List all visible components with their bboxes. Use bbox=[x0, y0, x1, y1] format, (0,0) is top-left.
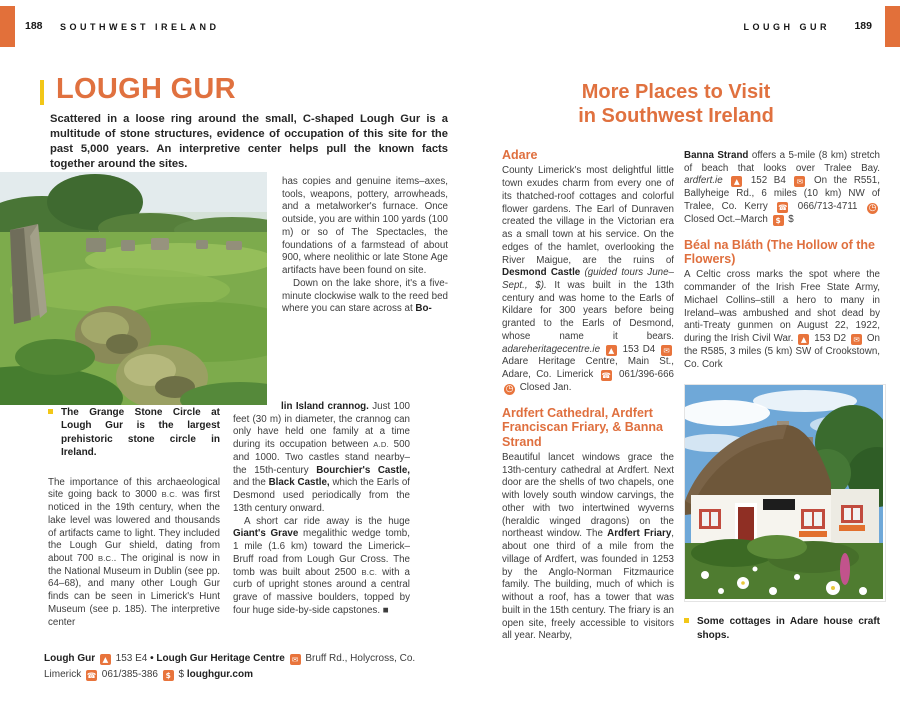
map-icon: ▲ bbox=[606, 345, 617, 356]
paragraph: The importance of this archaeological site going back to 3000 B.C. was first noticed in the 19th century, when the lake level was lowered and thousands of artifacts came to light. They included the Lough Gur shield, dating from about 700 B.C.. The original is now in the National Museum in Dublin (see pp. 64–68), and many other Lough Gur finds can be seen in Limerick's Hunt Museum (see p. 185). The interpretive center bbox=[48, 476, 220, 628]
left-column-below-photo bbox=[48, 406, 220, 629]
article-title: LOUGH GUR bbox=[56, 73, 236, 105]
right-page-column-left bbox=[502, 148, 674, 643]
more-places-heading bbox=[496, 80, 856, 128]
section-heading-ardfert: Ardfert Cathedral, Ardfert Franciscan Friary, & Banna Strand bbox=[502, 405, 663, 449]
caption-text: Some cottages in Adare house craft shops. bbox=[697, 616, 880, 641]
article-column-beside-photo bbox=[282, 176, 448, 316]
paragraph: A short car ride away is the huge Giant's Grave megalithic wedge tomb, 1 mile (1.6 km) toward the Limerick–Bruff road from Lough Gur Cross. The tomb was built about 2500 B.C. with a curb of upright stones around a central grave of massive boulders, topped by four huge side-by-side capstones. ■ bbox=[233, 515, 410, 616]
heading-line-1: More Places to Visit bbox=[581, 81, 771, 103]
section-heading-beal: Béal na Bláth (The Hollow of the Flowers) bbox=[684, 237, 875, 267]
page-number-left: 188 bbox=[25, 20, 43, 32]
map-icon: ▲ bbox=[731, 176, 742, 187]
section-heading-adare: Adare bbox=[502, 148, 538, 162]
phone-icon: ☎ bbox=[86, 670, 97, 680]
phone-icon: ☎ bbox=[778, 202, 788, 212]
adare-cottage-photo bbox=[684, 384, 886, 602]
adare-cottage-illustration bbox=[685, 385, 883, 599]
phone-icon: ☎ bbox=[601, 371, 611, 381]
heading-line-2: in Southwest Ireland bbox=[578, 105, 774, 127]
paragraph: Down on the lake shore, it's a five-minute clockwise walk to the reed bed where you can stare across at Bo- bbox=[282, 277, 448, 315]
grange-stone-circle-illustration bbox=[0, 172, 267, 405]
right-column-below-photo bbox=[233, 401, 410, 617]
grange-stone-circle-photo bbox=[0, 172, 267, 405]
paragraph: has copies and genuine items–axes, tools, weapons, pottery, arrowheads, and a metalworker's furnace. Once outside, you are within 100 yards (100 m) or so of The Spectacles, the foundations of a farmstead of about 900, where neolithic or late Stone Age artifacts have been found on site. bbox=[282, 176, 448, 277]
caption-bullet-icon bbox=[48, 409, 53, 414]
clock-icon: ◷ bbox=[868, 202, 877, 213]
header-accent-block-right bbox=[885, 6, 900, 47]
paragraph: County Limerick's most delightful little town exudes charm from every one of its thatched-roof cottages and colorful flower gardens. The Earl of Dunraven created the village in the Victorian era as a small town at his service. On the edges of the hamlet, overlooking the River Maigue, are the ruins of Desmond Castle (guided tours June–Sept., $). It was built in the 13th century and was home to the Earls of Kildare for 300 years before being granted to the Earls of Desmond, whose name it bears. adareheritagecentre.ie ▲ 153 D4 ✉ Adare Heritage Centre, Main St., Adare, Co. Limerick ☎ 061/396-666 ◷ Closed Jan. bbox=[502, 165, 674, 394]
running-head-left: SOUTHWEST IRELAND bbox=[60, 21, 220, 32]
paragraph: Beautiful lancet windows grace the 13th-century cathedral at Ardfert. Next door are the shells of two chapels, one with lovely south window carvings, the other with two intertwined wyverns (heraldic winged dragons) on the northeast window. The Ardfert Friary, about one third of a mile from the village of Ardfert, was founded in 1253 by the Anglo-Norman Fitzmaurice family. The building, much of which is without a roof, has a tower that was built in the 15th century. The friary is an open site, freely accessible to visitors all year. Nearby, bbox=[502, 451, 675, 642]
photo-caption bbox=[48, 406, 220, 460]
caption-bullet-icon bbox=[684, 618, 689, 623]
paragraph: A Celtic cross marks the spot where the commander of the Irish Free State Army, Michael Collins–still a hero to many in Ireland–was ambushed and shot dead by anti-Treaty gunmen on August 22, 1922, during the Irish Civil War. ▲ 153 D2 ✉ On the R585, 3 miles (5 km) SW of Crookstown, Co. Cork bbox=[684, 269, 880, 370]
dollar-icon: $ bbox=[773, 215, 784, 226]
mail-icon: ✉ bbox=[661, 345, 672, 356]
paragraph: Banna Strand offers a 5-mile (8 km) stretch of beach that looks over Tralee Bay. ardfert.ie ▲ 152 B4 ✉ On the R551, Ballyheige Rd., 6 miles (10 km) NW of Tralee, Co. Kerry ☎ 066/713-4711 ◷ Closed Oct.–March $ $ bbox=[684, 150, 880, 225]
map-icon: ▲ bbox=[798, 334, 809, 345]
paragraph: lin Island crannog. Just 100 feet (30 m) in diameter, the crannog can only have held one family at a time during its occupation between A.D. 500 and 1000. Two castles stand nearby– the 15th-century Bourchier's Castle, and the Black Castle, which the Earls of Desmond used periodically from the 13th century onward. bbox=[233, 401, 410, 514]
caption-text: The Grange Stone Circle at Lough Gur is the largest prehistoric stone circle in Ireland. bbox=[61, 407, 220, 459]
mail-icon: ✉ bbox=[794, 176, 805, 187]
mail-icon: ✉ bbox=[290, 654, 301, 665]
map-icon: ▲ bbox=[100, 654, 111, 665]
cottage-photo-caption bbox=[684, 615, 880, 642]
title-accent-bar bbox=[40, 80, 44, 105]
mail-icon: ✉ bbox=[851, 334, 862, 345]
visitor-info-block: Lough Gur ▲ 153 E4 • Lough Gur Heritage Centre ✉ Bruff Rd., Holycross, Co. Limerick ☎ 061/385-386 $ $ loughgur.com bbox=[44, 653, 416, 680]
page-number-right: 189 bbox=[854, 20, 872, 32]
dollar-icon: $ bbox=[163, 670, 174, 681]
running-head-right: LOUGH GUR bbox=[743, 21, 830, 32]
right-page-column-right bbox=[684, 150, 880, 642]
header-accent-block-left bbox=[0, 6, 15, 47]
intro-paragraph: Scattered in a loose ring around the small, C-shaped Lough Gur is a multitude of stone structures, evidence of occupation of this site for the past 5,000 years. An interpretive center helps pull the known facts together around the sites. bbox=[50, 113, 448, 170]
clock-icon: ◷ bbox=[505, 383, 514, 394]
